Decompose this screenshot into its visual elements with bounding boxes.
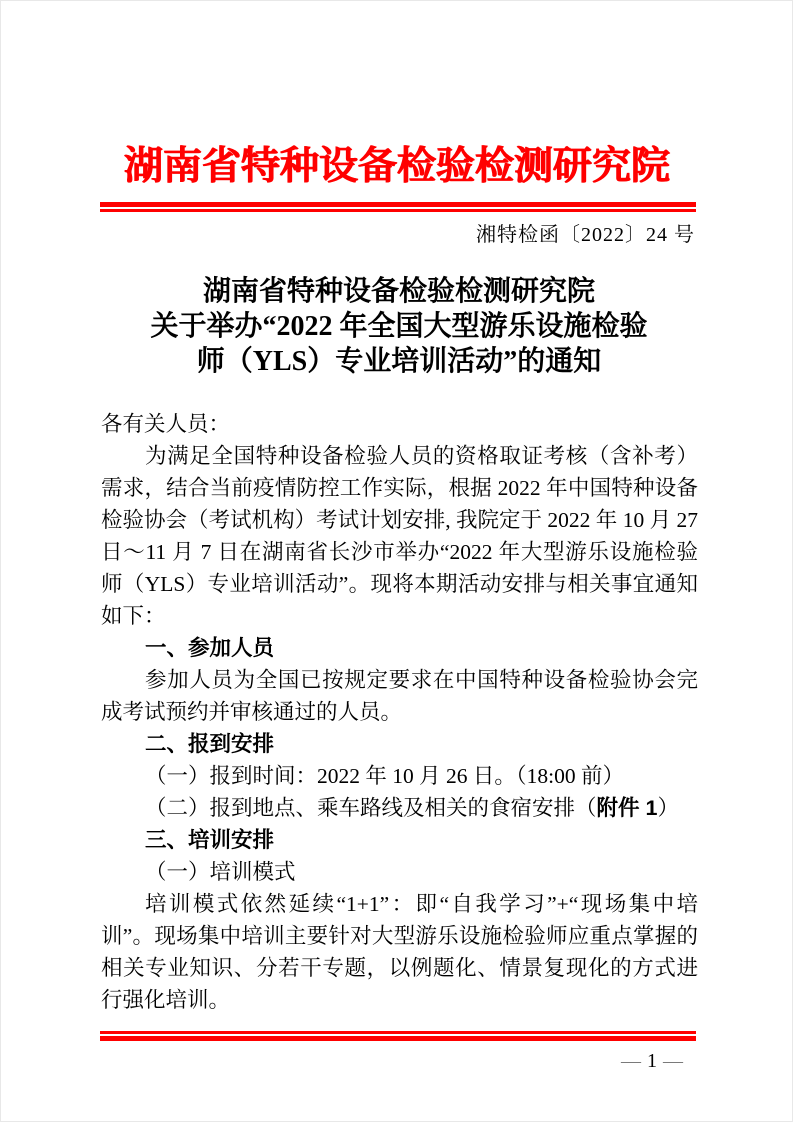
section-1-paragraph: 参加人员为全国已按规定要求在中国特种设备检验协会完成考试预约并审核通过的人员。 xyxy=(101,668,698,724)
red-double-rule-bottom xyxy=(100,1031,696,1041)
red-rule-thick xyxy=(100,1036,696,1041)
document-body xyxy=(101,408,698,1016)
document-title xyxy=(100,274,698,379)
page-number-dash-left: — xyxy=(621,1050,641,1072)
letterhead-org-title: 湖南省特种设备检验检测研究院 xyxy=(123,145,670,188)
page-number xyxy=(615,1050,689,1073)
section-heading-2: 二、报到安排 xyxy=(145,732,275,756)
red-double-rule-top xyxy=(100,202,696,212)
document-title-line2: 关于举办“2022 年全国大型游乐设施检验 xyxy=(150,311,648,342)
page-number-dash-right: — xyxy=(663,1050,683,1072)
intro-paragraph: 为满足全国特种设备检验人员的资格取证考核（含补考）需求，结合当前疫情防控工作实际，根据 2022 年中国特种设备检验协会（考试机构）考试计划安排, 我院定于 2022 年 10 月 27 日～11 月 7 日在湖南省长沙市举办“2022 年大型游乐设施检验师（YLS）专业培训活动”。现将本期活动安排与相关事宜通知如下： xyxy=(101,444,698,628)
section-3-item-1: （一）培训模式 xyxy=(145,860,296,884)
document-title-line3: 师（YLS）专业培训活动”的通知 xyxy=(196,346,602,377)
section-heading-3: 三、培训安排 xyxy=(145,828,275,852)
section-2-item-1: （一）报到时间：2022 年 10 月 26 日。（18:00 前） xyxy=(145,764,624,788)
section-2-item-2-text: （二）报到地点、乘车路线及相关的食宿安排（ xyxy=(145,796,597,820)
attachment-1-reference: 附件 1 xyxy=(596,796,658,820)
section-heading-1: 一、参加人员 xyxy=(145,636,275,660)
page-number-value: 1 xyxy=(647,1050,657,1072)
document-title-line1: 湖南省特种设备检验检测研究院 xyxy=(202,276,595,307)
document-number: 湘特检函〔2022〕24 号 xyxy=(476,224,695,246)
section-2-item-2-close: ） xyxy=(657,796,679,820)
salutation: 各有关人员： xyxy=(101,412,231,436)
section-3-paragraph: 培训模式依然延续“1+1”：即“自我学习”+“现场集中培训”。现场集中培训主要针对大型游乐设施检验师应重点掌握的相关专业知识、分若干专题，以例题化、情景复现化的方式进行强化培训。 xyxy=(101,892,698,1012)
section-2-item-2 xyxy=(101,792,698,824)
red-rule-thin xyxy=(100,209,696,212)
